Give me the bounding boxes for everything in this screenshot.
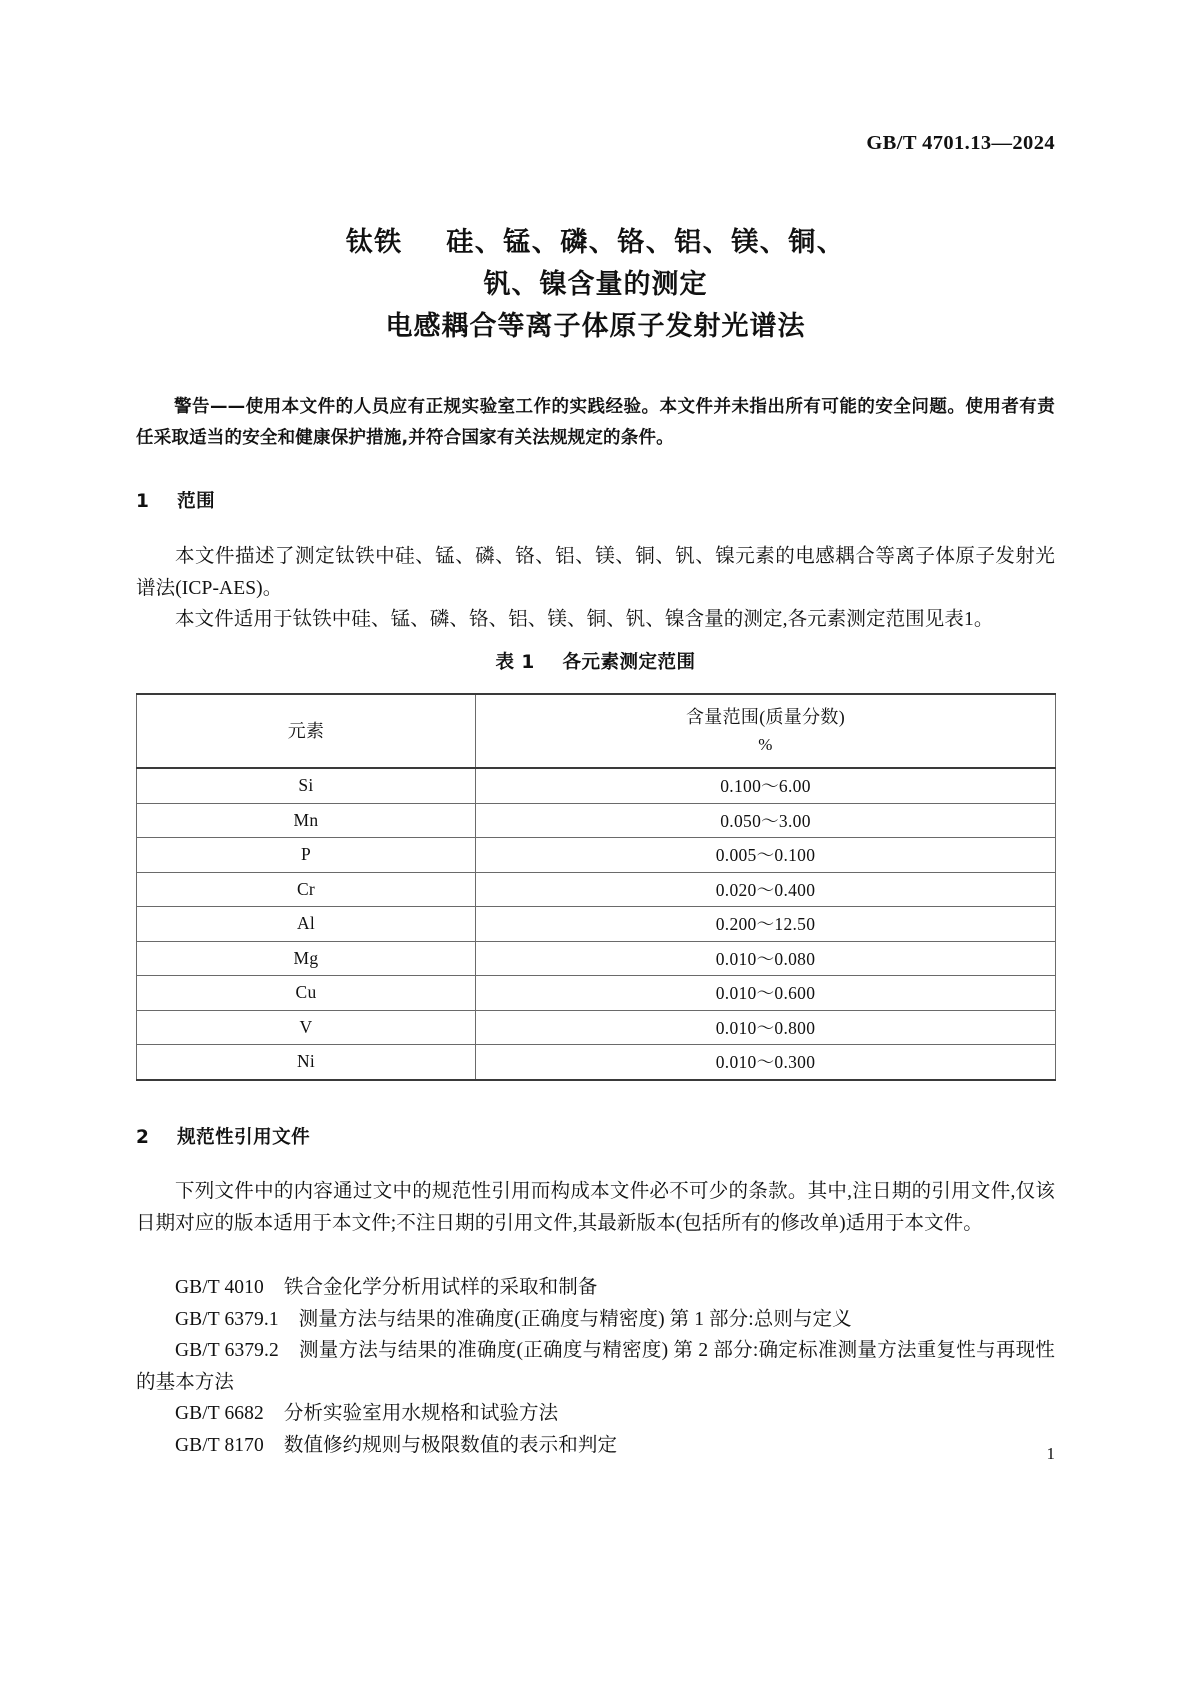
cell-range: 0.010～0.300 [476,1045,1056,1080]
reference-code: GB/T 8170 [175,1434,264,1456]
table-row [137,838,1056,873]
normative-references-intro: 下列文件中的内容通过文中的规范性引用而构成本文件必不可少的条款。其中,注日期的引用文件,仅该日期对应的版本适用于本文件;不注日期的引用文件,其最新版本(包括所有的修改单)适用于本文件。 [136,1181,1055,1234]
table-header-range-unit: % [758,735,773,754]
cell-range: 0.010～0.080 [476,941,1056,976]
cell-element: V [137,1010,476,1045]
reference-code: GB/T 6379.1 [175,1308,279,1330]
reference-item [136,1398,1055,1430]
cell-element: Cu [137,976,476,1011]
reference-code: GB/T 6682 [175,1403,264,1424]
reference-title: 铁合金化学分析用试样的采取和制备 [283,1277,598,1298]
title-line-2: 钒、镍含量的测定 [483,269,708,300]
cell-element: P [137,838,476,873]
table-1-body [137,694,1056,1080]
cell-element: Ni [137,1045,476,1080]
table-row [137,907,1056,942]
reference-item [136,1272,1055,1304]
cell-element: Mg [137,941,476,976]
table-row [137,1010,1056,1045]
table-row [137,768,1056,803]
scope-paragraph-1: 本文件描述了测定钛铁中硅、锰、磷、铬、铝、镁、铜、钒、镍元素的电感耦合等离子体原子发射光谱法(ICP-AES)。 [136,546,1055,599]
table-1-caption: 表 1 各元素测定范围 [495,652,696,673]
table-header-range [476,694,1056,768]
safety-warning-paragraph: 警告——使用本文件的人员应有正规实验室工作的实践经验。本文件并未指出所有可能的安全问题。使用者有责任采取适当的安全和健康保护措施,并符合国家有关法规规定的条件。 [136,397,1055,448]
cell-range: 0.010～0.600 [476,976,1056,1011]
clause-heading-scope: 1 范围 [136,491,216,512]
normative-reference-list [136,1272,1055,1461]
reference-code: GB/T 6379.2 [175,1340,279,1361]
table-row [137,872,1056,907]
document-title [136,222,1055,348]
cell-range: 0.010～0.800 [476,1010,1056,1045]
clause-heading-normative-references: 2 规范性引用文件 [136,1127,311,1148]
reference-item [136,1430,1055,1462]
table-row [137,941,1056,976]
cell-range: 0.100～6.00 [476,768,1056,803]
reference-title: 测量方法与结果的准确度(正确度与精密度) 第 2 部分:确定标准测量方法重复性与再现性的基本方法 [136,1340,1055,1393]
table-header-range-main: 含量范围(质量分数) [686,707,845,727]
cell-element: Mn [137,803,476,838]
scope-paragraph-2: 本文件适用于钛铁中硅、锰、磷、铬、铝、镁、铜、钒、镍含量的测定,各元素测定范围见表1。 [175,609,994,630]
table-row [137,976,1056,1011]
reference-title: 测量方法与结果的准确度(正确度与精密度) 第 1 部分:总则与定义 [298,1308,852,1330]
cell-range: 0.050～3.00 [476,803,1056,838]
table-row [137,803,1056,838]
table-row [137,1045,1056,1080]
table-header-row [137,694,1056,768]
reference-title: 分析实验室用水规格和试验方法 [283,1403,559,1424]
title-line-1: 钛铁 硅、锰、磷、铬、铝、镁、铜、 [345,227,846,258]
title-line-3: 电感耦合等离子体原子发射光谱法 [385,311,806,342]
reference-code: GB/T 4010 [175,1277,264,1298]
cell-element: Al [137,907,476,942]
running-header-standard-number: GB/T 4701.13—2024 [866,132,1055,154]
cell-range: 0.020～0.400 [476,872,1056,907]
cell-element: Cr [137,872,476,907]
reference-item [136,1335,1055,1398]
table-1-element-ranges [136,693,1056,1081]
cell-range: 0.200～12.50 [476,907,1056,942]
reference-item [136,1304,1055,1336]
cell-element: Si [137,768,476,803]
table-header-element: 元素 [137,694,476,768]
reference-title: 数值修约规则与极限数值的表示和判定 [283,1434,618,1456]
cell-range: 0.005～0.100 [476,838,1056,873]
page-number: 1 [1046,1444,1055,1463]
